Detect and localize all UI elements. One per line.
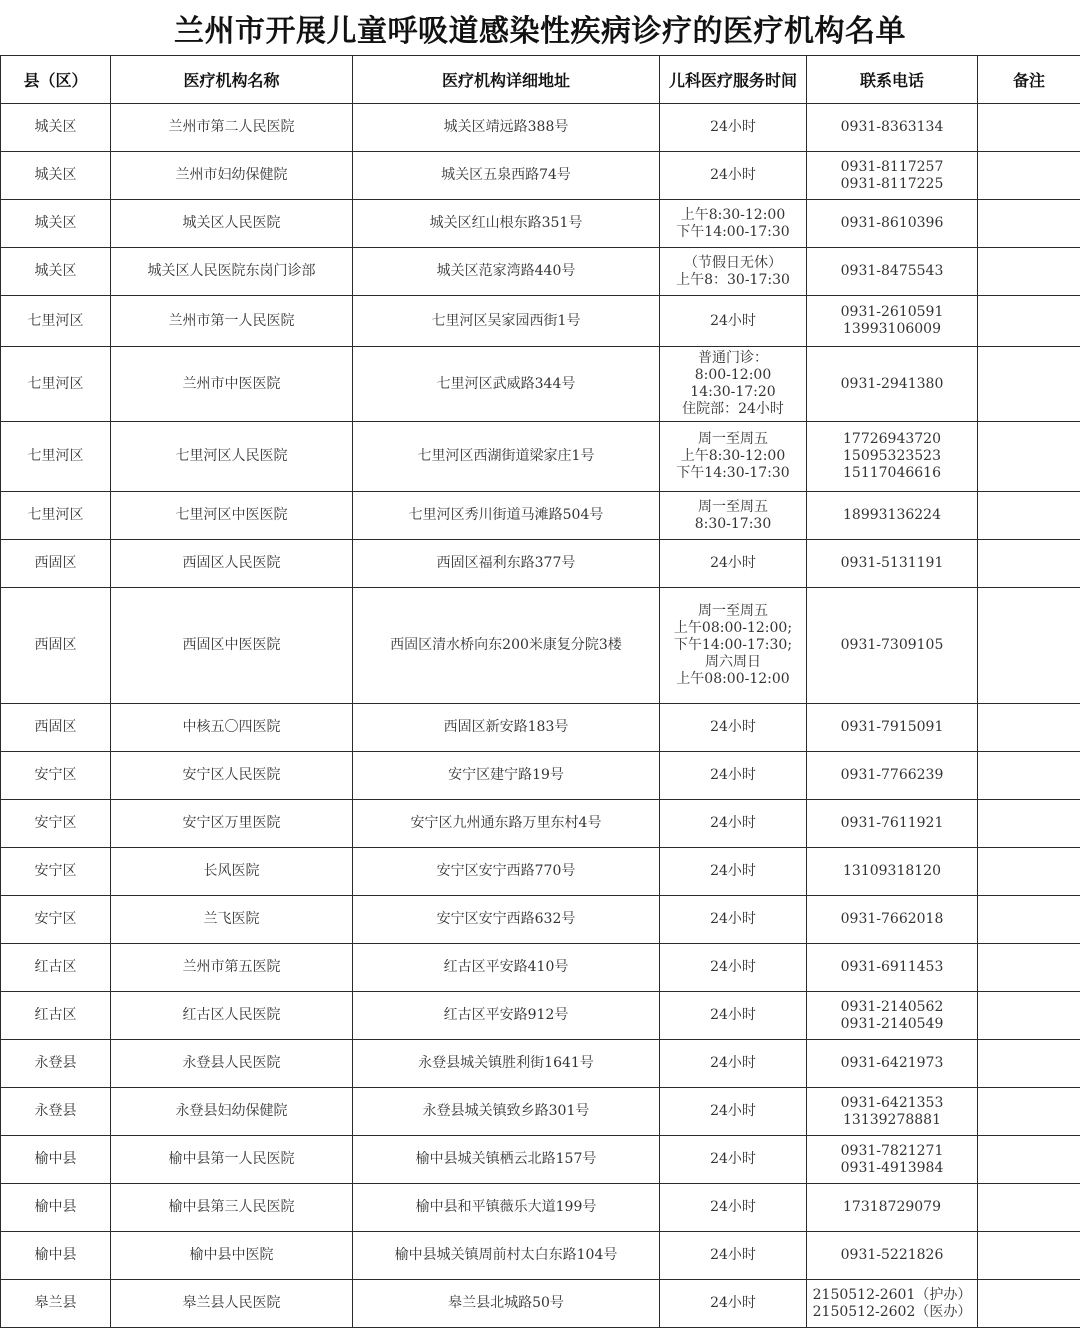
cell-address: 安宁区九州通东路万里东村4号	[353, 800, 660, 848]
cell-address: 红古区平安路410号	[353, 944, 660, 992]
cell-district: 西固区	[1, 704, 111, 752]
cell-district: 七里河区	[1, 422, 111, 492]
cell-name: 西固区中医医院	[111, 588, 353, 704]
phone-number: 13109318120	[809, 863, 975, 880]
cell-phone	[807, 588, 978, 704]
cell-address: 七里河区西湖街道梁家庄1号	[353, 422, 660, 492]
cell-address: 红古区平安路912号	[353, 992, 660, 1040]
table-row	[1, 752, 1080, 800]
cell-note	[978, 944, 1080, 992]
hours-line: 下午14:00-17:30;	[662, 637, 804, 654]
cell-name: 榆中县中医院	[111, 1232, 353, 1280]
cell-district: 红古区	[1, 944, 111, 992]
hours-line: 24小时	[662, 815, 804, 832]
hours-line: 24小时	[662, 1247, 804, 1264]
cell-note	[978, 752, 1080, 800]
cell-address: 西固区福利东路377号	[353, 540, 660, 588]
cell-name: 兰州市中医医院	[111, 347, 353, 422]
cell-phone	[807, 1040, 978, 1088]
hours-line: 24小时	[662, 1151, 804, 1168]
cell-note	[978, 1184, 1080, 1232]
cell-phone	[807, 492, 978, 540]
hours-line: 24小时	[662, 313, 804, 330]
table-row	[1, 992, 1080, 1040]
cell-name: 兰州市第五医院	[111, 944, 353, 992]
cell-district: 安宁区	[1, 752, 111, 800]
hours-line: 周一至周五	[662, 499, 804, 516]
hours-line: 周一至周五	[662, 603, 804, 620]
cell-hours	[660, 588, 807, 704]
cell-hours	[660, 104, 807, 152]
phone-number: 0931-7309105	[809, 637, 975, 654]
phone-number: 0931-4913984	[809, 1160, 975, 1177]
hours-line: 24小时	[662, 1007, 804, 1024]
hours-line: 8:30-17:30	[662, 516, 804, 533]
cell-district: 榆中县	[1, 1184, 111, 1232]
cell-phone	[807, 1088, 978, 1136]
cell-name: 安宁区人民医院	[111, 752, 353, 800]
phone-number: 0931-8475543	[809, 263, 975, 280]
phone-number: 0931-7821271	[809, 1143, 975, 1160]
table-row	[1, 944, 1080, 992]
cell-phone	[807, 422, 978, 492]
page-title: 兰州市开展儿童呼吸道感染性疾病诊疗的医疗机构名单	[0, 0, 1080, 55]
cell-phone	[807, 752, 978, 800]
cell-hours	[660, 347, 807, 422]
cell-name: 兰州市第一人民医院	[111, 296, 353, 347]
table-row	[1, 540, 1080, 588]
phone-number: 15095323523	[809, 448, 975, 465]
cell-district: 永登县	[1, 1088, 111, 1136]
cell-name: 红古区人民医院	[111, 992, 353, 1040]
table-row	[1, 1088, 1080, 1136]
cell-name: 长风医院	[111, 848, 353, 896]
cell-hours	[660, 752, 807, 800]
cell-district: 榆中县	[1, 1136, 111, 1184]
cell-address: 西固区新安路183号	[353, 704, 660, 752]
cell-district: 永登县	[1, 1040, 111, 1088]
hours-line: 24小时	[662, 167, 804, 184]
cell-name: 西固区人民医院	[111, 540, 353, 588]
cell-name: 兰飞医院	[111, 896, 353, 944]
phone-number: 17726943720	[809, 431, 975, 448]
cell-phone	[807, 152, 978, 200]
phone-number: 0931-7611921	[809, 815, 975, 832]
hours-line: 24小时	[662, 719, 804, 736]
cell-phone	[807, 800, 978, 848]
cell-address: 永登县城关镇致乡路301号	[353, 1088, 660, 1136]
cell-hours	[660, 248, 807, 296]
table-row	[1, 200, 1080, 248]
cell-name: 七里河区中医医院	[111, 492, 353, 540]
table-row	[1, 1136, 1080, 1184]
cell-address: 榆中县城关镇栖云北路157号	[353, 1136, 660, 1184]
cell-district: 城关区	[1, 152, 111, 200]
cell-address: 城关区范家湾路440号	[353, 248, 660, 296]
cell-name: 城关区人民医院	[111, 200, 353, 248]
cell-district: 城关区	[1, 200, 111, 248]
table-row	[1, 347, 1080, 422]
table-row	[1, 492, 1080, 540]
cell-address: 皋兰县北城路50号	[353, 1280, 660, 1328]
cell-phone	[807, 848, 978, 896]
table-row	[1, 588, 1080, 704]
cell-phone	[807, 1232, 978, 1280]
cell-address: 西固区清水桥向东200米康复分院3楼	[353, 588, 660, 704]
header-note: 备注	[978, 56, 1080, 104]
phone-number: 0931-2140562	[809, 999, 975, 1016]
cell-name: 皋兰县人民医院	[111, 1280, 353, 1328]
phone-number: 0931-6421353	[809, 1095, 975, 1112]
cell-district: 城关区	[1, 248, 111, 296]
cell-note	[978, 540, 1080, 588]
cell-district: 七里河区	[1, 492, 111, 540]
hours-line: 上午8:30-12:00	[662, 207, 804, 224]
cell-note	[978, 1088, 1080, 1136]
hours-line: 24小时	[662, 555, 804, 572]
cell-district: 西固区	[1, 540, 111, 588]
cell-note	[978, 1136, 1080, 1184]
cell-note	[978, 104, 1080, 152]
cell-note	[978, 848, 1080, 896]
cell-name: 永登县人民医院	[111, 1040, 353, 1088]
hours-line: 24小时	[662, 1295, 804, 1312]
cell-note	[978, 492, 1080, 540]
cell-note	[978, 200, 1080, 248]
phone-number: 13139278881	[809, 1112, 975, 1129]
phone-number: 13993106009	[809, 321, 975, 338]
table-row	[1, 104, 1080, 152]
cell-address: 七里河区秀川街道马滩路504号	[353, 492, 660, 540]
cell-phone	[807, 104, 978, 152]
cell-note	[978, 992, 1080, 1040]
cell-district: 皋兰县	[1, 1280, 111, 1328]
table-row	[1, 1280, 1080, 1328]
phone-number: 2150512-2601（护办）	[809, 1287, 975, 1304]
table-row	[1, 1184, 1080, 1232]
cell-address: 永登县城关镇胜利街1641号	[353, 1040, 660, 1088]
phone-number: 0931-6911453	[809, 959, 975, 976]
cell-district: 七里河区	[1, 296, 111, 347]
hours-line: 24小时	[662, 863, 804, 880]
cell-phone	[807, 896, 978, 944]
table-header-row	[1, 56, 1080, 104]
cell-hours	[660, 200, 807, 248]
phone-number: 0931-7766239	[809, 767, 975, 784]
cell-hours	[660, 992, 807, 1040]
cell-phone	[807, 347, 978, 422]
phone-number: 0931-5221826	[809, 1247, 975, 1264]
hours-line: 上午08:00-12:00;	[662, 620, 804, 637]
cell-hours	[660, 704, 807, 752]
cell-hours	[660, 944, 807, 992]
cell-district: 安宁区	[1, 800, 111, 848]
cell-hours	[660, 152, 807, 200]
hours-line: 24小时	[662, 1103, 804, 1120]
table-row	[1, 800, 1080, 848]
cell-hours	[660, 1136, 807, 1184]
phone-number: 0931-8363134	[809, 119, 975, 136]
cell-district: 七里河区	[1, 347, 111, 422]
cell-phone	[807, 1136, 978, 1184]
table-row	[1, 152, 1080, 200]
hours-line: 上午8:30-12:00	[662, 448, 804, 465]
hours-line: 14:30-17:20	[662, 384, 804, 401]
cell-district: 城关区	[1, 104, 111, 152]
cell-name: 七里河区人民医院	[111, 422, 353, 492]
cell-name: 榆中县第三人民医院	[111, 1184, 353, 1232]
cell-hours	[660, 1280, 807, 1328]
cell-address: 七里河区武威路344号	[353, 347, 660, 422]
hours-line: 24小时	[662, 767, 804, 784]
cell-phone	[807, 296, 978, 347]
cell-note	[978, 896, 1080, 944]
header-district: 县（区）	[1, 56, 111, 104]
hours-line: 24小时	[662, 1055, 804, 1072]
institution-table	[0, 55, 1080, 1328]
phone-number: 0931-7915091	[809, 719, 975, 736]
cell-hours	[660, 1088, 807, 1136]
cell-name: 兰州市第二人民医院	[111, 104, 353, 152]
phone-number: 0931-7662018	[809, 911, 975, 928]
cell-hours	[660, 848, 807, 896]
cell-phone	[807, 944, 978, 992]
cell-hours	[660, 1184, 807, 1232]
cell-hours	[660, 422, 807, 492]
cell-name: 中核五〇四医院	[111, 704, 353, 752]
cell-hours	[660, 1232, 807, 1280]
cell-address: 榆中县城关镇周前村太白东路104号	[353, 1232, 660, 1280]
cell-note	[978, 800, 1080, 848]
hours-line: 周六周日	[662, 654, 804, 671]
table-row	[1, 422, 1080, 492]
phone-number: 0931-5131191	[809, 555, 975, 572]
cell-hours	[660, 296, 807, 347]
cell-name: 榆中县第一人民医院	[111, 1136, 353, 1184]
phone-number: 0931-8610396	[809, 215, 975, 232]
cell-phone	[807, 248, 978, 296]
phone-number: 18993136224	[809, 507, 975, 524]
cell-district: 榆中县	[1, 1232, 111, 1280]
phone-number: 0931-6421973	[809, 1055, 975, 1072]
phone-number: 0931-2941380	[809, 376, 975, 393]
hours-line: 8:00-12:00	[662, 367, 804, 384]
hours-line: 下午14:30-17:30	[662, 465, 804, 482]
phone-number: 0931-2610591	[809, 304, 975, 321]
cell-note	[978, 248, 1080, 296]
header-address: 医疗机构详细地址	[353, 56, 660, 104]
cell-hours	[660, 800, 807, 848]
cell-name: 安宁区万里医院	[111, 800, 353, 848]
hours-line: 上午8：30-17:30	[662, 272, 804, 289]
cell-note	[978, 704, 1080, 752]
cell-address: 安宁区安宁西路632号	[353, 896, 660, 944]
table-row	[1, 704, 1080, 752]
hours-line: 24小时	[662, 959, 804, 976]
cell-address: 七里河区吴家园西街1号	[353, 296, 660, 347]
cell-hours	[660, 1040, 807, 1088]
table-row	[1, 296, 1080, 347]
cell-note	[978, 1232, 1080, 1280]
phone-number: 2150512-2602（医办）	[809, 1304, 975, 1321]
cell-address: 城关区靖远路388号	[353, 104, 660, 152]
hours-line: 24小时	[662, 911, 804, 928]
cell-phone	[807, 704, 978, 752]
cell-name: 兰州市妇幼保健院	[111, 152, 353, 200]
cell-hours	[660, 896, 807, 944]
header-phone: 联系电话	[807, 56, 978, 104]
cell-note	[978, 588, 1080, 704]
cell-phone	[807, 1184, 978, 1232]
cell-phone	[807, 1280, 978, 1328]
cell-phone	[807, 200, 978, 248]
hours-line: 住院部：24小时	[662, 401, 804, 418]
phone-number: 17318729079	[809, 1199, 975, 1216]
cell-address: 榆中县和平镇薇乐大道199号	[353, 1184, 660, 1232]
hours-line: 普通门诊：	[662, 350, 804, 367]
cell-district: 安宁区	[1, 896, 111, 944]
hours-line: 24小时	[662, 119, 804, 136]
cell-name: 城关区人民医院东岗门诊部	[111, 248, 353, 296]
hours-line: 周一至周五	[662, 431, 804, 448]
cell-name: 永登县妇幼保健院	[111, 1088, 353, 1136]
phone-number: 0931-2140549	[809, 1016, 975, 1033]
table-row	[1, 1040, 1080, 1088]
phone-number: 15117046616	[809, 465, 975, 482]
phone-number: 0931-8117257	[809, 159, 975, 176]
cell-district: 红古区	[1, 992, 111, 1040]
table-row	[1, 896, 1080, 944]
cell-hours	[660, 540, 807, 588]
phone-number: 0931-8117225	[809, 176, 975, 193]
header-hours: 儿科医疗服务时间	[660, 56, 807, 104]
cell-note	[978, 422, 1080, 492]
hours-line: 24小时	[662, 1199, 804, 1216]
cell-address: 安宁区安宁西路770号	[353, 848, 660, 896]
hours-line: 上午08:00-12:00	[662, 671, 804, 688]
cell-phone	[807, 992, 978, 1040]
hours-line: （节假日无休）	[662, 255, 804, 272]
cell-address: 城关区五泉西路74号	[353, 152, 660, 200]
cell-note	[978, 152, 1080, 200]
cell-district: 安宁区	[1, 848, 111, 896]
cell-phone	[807, 540, 978, 588]
cell-district: 西固区	[1, 588, 111, 704]
cell-note	[978, 1280, 1080, 1328]
hours-line: 下午14:00-17:30	[662, 224, 804, 241]
header-name: 医疗机构名称	[111, 56, 353, 104]
cell-note	[978, 296, 1080, 347]
cell-hours	[660, 492, 807, 540]
table-row	[1, 848, 1080, 896]
cell-address: 城关区红山根东路351号	[353, 200, 660, 248]
cell-address: 安宁区建宁路19号	[353, 752, 660, 800]
cell-note	[978, 347, 1080, 422]
table-row	[1, 248, 1080, 296]
table-row	[1, 1232, 1080, 1280]
cell-note	[978, 1040, 1080, 1088]
